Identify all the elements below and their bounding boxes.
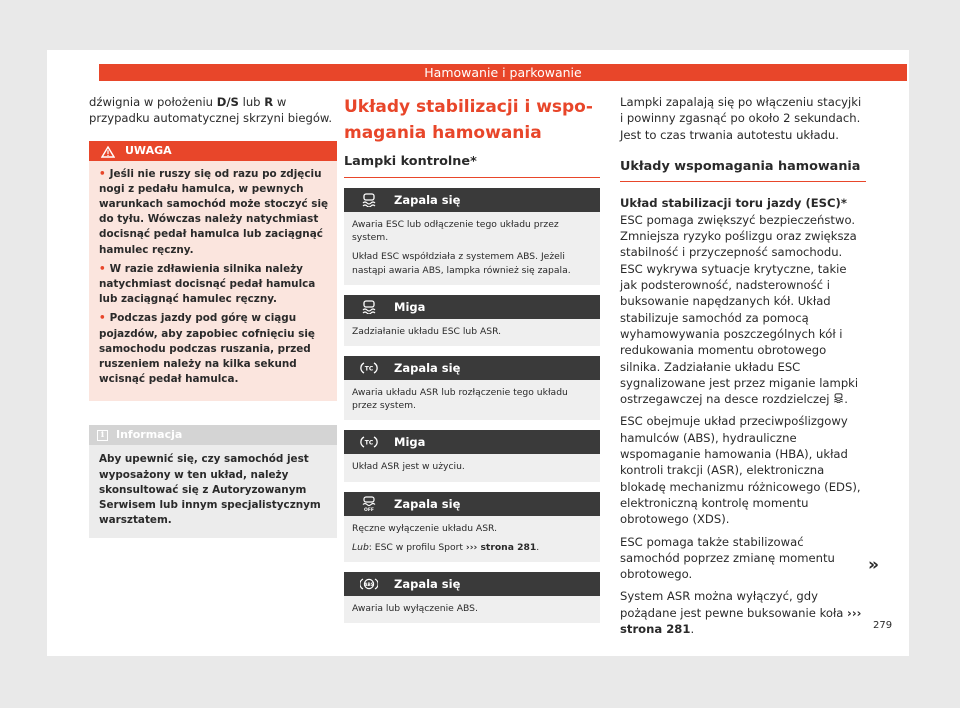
info-text: Aby upewnić się, czy samochód jest wyposażony w ten układ, należy skonsultować się z Autoryzowanym Serwisem lub innym specjalistycznym warsztatem.	[99, 453, 321, 527]
warning-item	[99, 167, 329, 258]
section-title	[344, 94, 600, 146]
svg-text:OFF: OFF	[364, 507, 374, 512]
lamp-description: Ręczne wyłączenie układu ASR.	[352, 522, 498, 534]
warning-list	[89, 161, 337, 402]
info-header	[89, 425, 337, 445]
lamp-description: Układ ASR jest w użyciu.	[352, 461, 465, 473]
esc-skid-icon	[344, 300, 394, 314]
lamp-description: Awaria układu ASR lub rozłączenie tego układu przez system.	[352, 387, 568, 412]
lamp-description: Awaria ESC lub odłączenie tego układu przez system.	[352, 219, 559, 244]
warning-item-text: Podczas jazdy pod górę w ciągu pojazdów, aby zapobiec cofnięciu się samochodu podczas ruszania, przed ruszeniem należy na kilka sekund wcisnąć pedał hamulca.	[99, 312, 315, 386]
section-title-line: magania hamowania	[344, 123, 542, 143]
lamp-row-body	[344, 596, 600, 623]
lamp-description: Zadziałanie układu ESC lub ASR.	[352, 325, 502, 337]
warning-item-text: Jeśli nie ruszy się od razu po zdjęciu nogi z pedału hamulca, w pewnych warunkach samochód może stoczyć się do tyłu. Wówczas należy natychmiast docisnąć pedał hamulca lub zaciągnąć hamulec ręczny.	[99, 167, 329, 256]
continue-marker: »	[868, 555, 879, 575]
esc-skid-icon	[344, 193, 394, 207]
column-left	[89, 94, 337, 538]
warning-item	[99, 311, 329, 387]
intro-text: dźwignia w położeniu	[89, 95, 217, 109]
body-paragraph	[620, 588, 866, 637]
lamp-row-header	[344, 492, 600, 516]
chapter-header: Hamowanie i parkowanie	[99, 64, 907, 81]
page-reference-link[interactable]: ››› strona 281	[465, 541, 537, 553]
intro-paragraph: Lampki zapalają się po włączeniu stacyjki i powinny zgasnąć po około 2 sekundach. Jest to czas trwania autotestu układu.	[620, 95, 862, 142]
lamp-state: Miga	[394, 299, 426, 314]
info-title: Informacja	[116, 428, 183, 442]
bullet-icon: •	[99, 167, 106, 180]
intro-paragraph	[89, 94, 337, 127]
lamp-extra-prefix: Lub	[352, 541, 369, 553]
lamp-row-body	[344, 454, 600, 481]
lamp-row-body	[344, 516, 600, 562]
svg-text:ABS: ABS	[364, 581, 374, 587]
lamp-table	[344, 188, 600, 623]
warning-item-text: W razie zdławienia silnika należy natychmiast docisnąć pedał hamulca lub zaciągnąć hamulec ręczny.	[99, 262, 316, 306]
page-number: 279	[873, 620, 893, 631]
body-text: System ASR można wyłączyć, gdy pożądane jest pewne buksowanie koła	[620, 589, 848, 620]
subsection-title: Układy wspomagania hamowania	[620, 159, 866, 182]
lamp-description	[352, 541, 592, 554]
lamp-row-header	[344, 295, 600, 319]
intro-text: lub	[238, 95, 265, 109]
warning-title: UWAGA	[125, 143, 172, 157]
warning-item	[99, 262, 329, 308]
info-box	[89, 425, 337, 538]
lamp-row-header	[344, 430, 600, 454]
esc-warning-icon	[833, 392, 844, 406]
manual-page	[47, 50, 909, 656]
lamp-description: Układ ESC współdziała z systemem ABS. Jeżeli nastąpi awaria ABS, lampka również się zapala.	[352, 251, 571, 276]
body-paragraph: ESC pomaga zwiększyć bezpieczeństwo. Zmniejsza ryzyko poślizgu oraz zwiększa stabilność i przyczepność samochodu. ESC wykrywa sytuacje krytyczne, takie jak podsterowność, nadsterowność i buksowanie napędzanych kół. Układ stabilizuje samochód za pomocą wyhamowywania poszczególnych kół i redukowania momentu obrotowego silnika. Zadziałanie układu ESC sygnalizowane jest przez miganie lampki ostrzegawczej na desce rozdzielczej .	[620, 212, 859, 407]
esc-off-icon	[344, 496, 394, 512]
body-text: ESC pomaga zwiększyć bezpieczeństwo. Zmniejsza ryzyko poślizgu oraz zwiększa stabilność i przyczepność samochodu. ESC wykrywa sytuacje krytyczne, takie jak podsterowność, nadsterowność i buksowanie napędzanych kół. Układ stabilizuje samochód za pomocą wyhamowywania poszczególnych kół i redukowania momentu obrotowego silnika. Zadziałanie układu ESC sygnalizowane jest przez miganie lampki ostrzegawczej na desce rozdzielczej	[620, 212, 859, 407]
lamp-state: Zapala się	[394, 496, 461, 511]
column-right	[620, 94, 866, 637]
lamp-row-header	[344, 188, 600, 212]
svg-text:TC: TC	[364, 365, 374, 373]
page-reference-link[interactable]: ››› strona 281	[620, 605, 862, 637]
tc-icon	[344, 435, 394, 449]
intro-text: w przypadku automatycznej skrzyni biegów.	[89, 95, 333, 126]
svg-text:TC: TC	[364, 439, 374, 447]
lamp-description: Awaria lub wyłączenie ABS.	[352, 603, 478, 615]
subsection-title: Lampki kontrolne*	[344, 154, 600, 178]
lamp-state: Zapala się	[394, 361, 461, 376]
section-title-line: Układy stabilizacji i wspo-	[344, 97, 593, 117]
lamp-row-header	[344, 572, 600, 596]
column-middle	[344, 94, 600, 633]
lamp-row-body	[344, 212, 600, 285]
warning-header	[89, 141, 337, 161]
tc-icon	[344, 361, 394, 375]
lamp-extra-text: : ESC w profilu Sport	[368, 541, 466, 553]
paragraph-heading: Układ stabilizacji toru jazdy (ESC)*	[620, 195, 847, 210]
gear-ds-label: D/S	[216, 95, 239, 109]
warning-box	[89, 141, 337, 402]
abs-icon	[344, 577, 394, 591]
bullet-icon: •	[99, 262, 106, 275]
body-paragraph: ESC pomaga także stabilizować samochód poprzez zmianę momentu obrotowego.	[620, 534, 835, 582]
gear-r-label: R	[264, 95, 274, 109]
info-icon: i	[97, 430, 108, 441]
lamp-state: Zapala się	[394, 193, 461, 207]
lamp-row-body	[344, 380, 600, 420]
warning-triangle-icon	[101, 145, 115, 157]
lamp-state: Miga	[394, 435, 426, 450]
bullet-icon: •	[99, 312, 106, 325]
body-text: .	[690, 622, 695, 637]
lamp-state: Zapala się	[394, 577, 461, 592]
body-paragraph: ESC obejmuje układ przeciwpoślizgowy hamulców (ABS), hydrauliczne wspomaganie hamowania (HBA), układ kontroli trakcji (ASR), elektroniczna blokadę mechanizmu różnicowego (EDS), elektroniczną kontrolę momentu obrotowego (XDS).	[620, 414, 861, 527]
lamp-row-body	[344, 319, 600, 346]
lamp-row-header	[344, 356, 600, 380]
lamp-extra-suffix: .	[536, 541, 540, 553]
